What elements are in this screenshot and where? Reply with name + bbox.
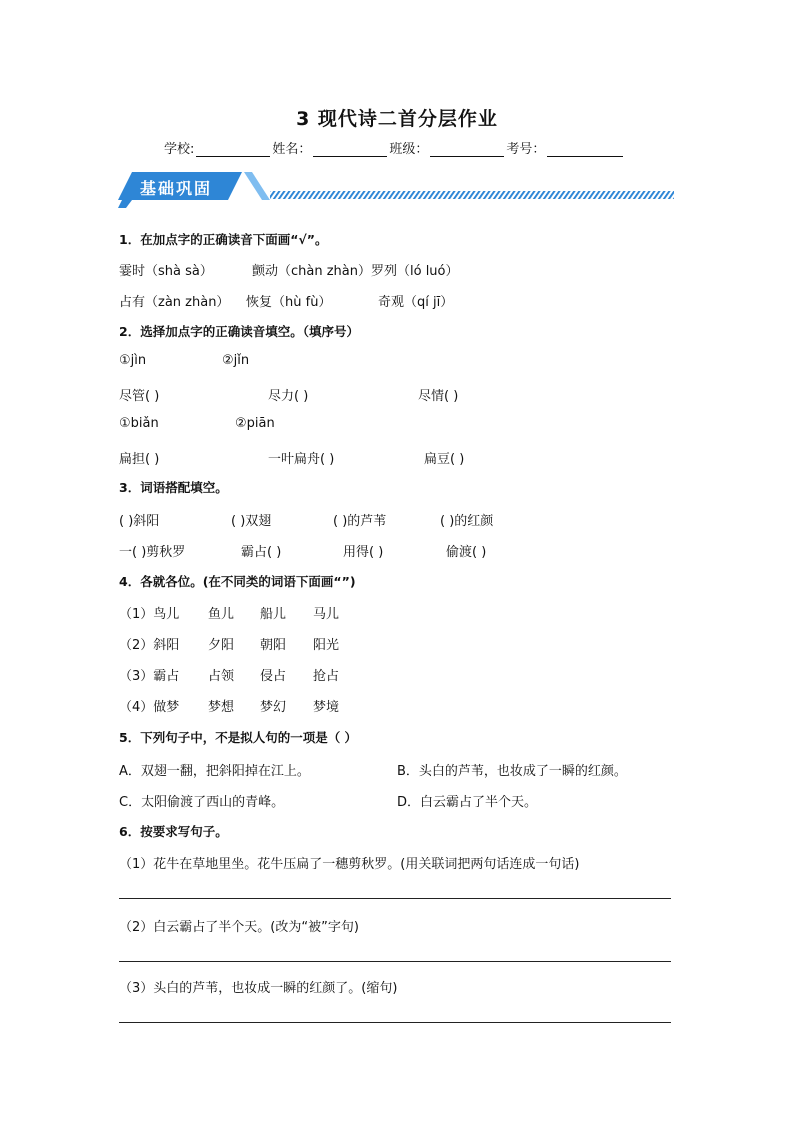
q1-item: 恢复（hù fù）: [246, 295, 332, 310]
q3-blank-item: ( )斜阳: [119, 514, 160, 529]
q4-word: 鱼儿: [208, 607, 235, 622]
q1-item: 霎时（shà sà）: [119, 264, 213, 279]
q6-sub-question-1: （1）花牛在草地里坐。花牛压扁了一穗剪秋罗。(用关联词把两句话连成一句话): [119, 857, 580, 872]
q2-blank-item: 尽情( ): [418, 389, 459, 404]
q3-blank-item: 用得( ): [343, 545, 384, 560]
page-title: 3 现代诗二首分层作业: [296, 108, 498, 130]
q2-option: ②jǐn: [222, 353, 250, 368]
q2-blank-item: 一叶扁舟( ): [268, 452, 335, 467]
q2-option: ②piān: [235, 416, 275, 431]
q5-option-b[interactable]: B．头白的芦苇，也妆成了一瞬的红颜。: [397, 764, 627, 779]
q6-answer-line-3[interactable]: [119, 1022, 671, 1023]
q1-item: 奇观（qí jī）: [378, 295, 454, 310]
school-label: 学校:: [164, 142, 195, 157]
name-label: 姓名：: [272, 142, 312, 157]
q5-option-a[interactable]: A．双翅一翻，把斜阳掉在江上。: [119, 764, 310, 779]
q4-word: （3）霸占: [119, 669, 180, 684]
question-4-stem: 4．各就各位。(在不同类的词语下面画“”): [119, 574, 356, 589]
q4-word: （1）鸟儿: [119, 607, 180, 622]
q3-blank-item: 偷渡( ): [446, 545, 487, 560]
q4-word: 抢占: [313, 669, 340, 684]
q2-blank-item: 扁担( ): [119, 452, 160, 467]
class-field[interactable]: [430, 142, 504, 157]
exam-number-label: 考号：: [506, 142, 546, 157]
q2-blank-item: 尽管( ): [119, 389, 160, 404]
student-info-line: [164, 138, 625, 157]
q2-option: ①biǎn: [119, 416, 159, 431]
q4-word: （2）斜阳: [119, 638, 180, 653]
q4-word: 梦想: [208, 700, 235, 715]
question-5-stem: 5．下列句子中，不是拟人句的一项是（ ）: [119, 730, 358, 745]
q6-answer-line-1[interactable]: [119, 898, 671, 899]
q1-item: 占有（zàn zhàn）: [119, 295, 230, 310]
q3-blank-item: 霸占( ): [241, 545, 282, 560]
q3-blank-item: ( )双翅: [231, 514, 272, 529]
q6-sub-question-3: （3）头白的芦苇，也妆成一瞬的红颜了。(缩句): [119, 981, 398, 996]
q1-item: 颤动（chàn zhàn）罗列（ló luó）: [252, 264, 459, 279]
q3-blank-item: ( )的红颜: [440, 514, 494, 529]
question-1-stem: 1．在加点字的正确读音下面画“√”。: [119, 232, 328, 247]
q2-blank-item: 扁豆( ): [424, 452, 465, 467]
q4-word: 马儿: [313, 607, 340, 622]
q4-word: （4）做梦: [119, 700, 180, 715]
section-title: 基础巩固: [140, 179, 213, 198]
name-field[interactable]: [313, 142, 387, 157]
q4-word: 占领: [208, 669, 235, 684]
question-6-stem: 6．按要求写句子。: [119, 824, 228, 839]
q5-option-d[interactable]: D．白云霸占了半个天。: [397, 795, 538, 810]
q4-word: 夕阳: [208, 638, 235, 653]
q3-blank-item: ( )的芦苇: [333, 514, 387, 529]
question-2-stem: 2．选择加点字的正确读音填空。（填序号）: [119, 324, 359, 339]
class-label: 班级：: [389, 142, 429, 157]
school-field[interactable]: [196, 142, 270, 157]
q6-answer-line-2[interactable]: [119, 961, 671, 962]
q4-word: 侵占: [260, 669, 287, 684]
q2-option: ①jìn: [119, 353, 147, 368]
exam-number-field[interactable]: [547, 142, 623, 157]
q5-option-c[interactable]: C．太阳偷渡了西山的青峰。: [119, 795, 285, 810]
q4-word: 梦幻: [260, 700, 287, 715]
question-3-stem: 3．词语搭配填空。: [119, 480, 228, 495]
q4-word: 朝阳: [260, 638, 287, 653]
q2-blank-item: 尽力( ): [268, 389, 309, 404]
q4-word: 船儿: [260, 607, 287, 622]
q6-sub-question-2: （2）白云霸占了半个天。(改为“被”字句): [119, 920, 359, 935]
q4-word: 梦境: [313, 700, 340, 715]
q4-word: 阳光: [313, 638, 340, 653]
q3-blank-item: 一( )剪秋罗: [119, 545, 186, 560]
